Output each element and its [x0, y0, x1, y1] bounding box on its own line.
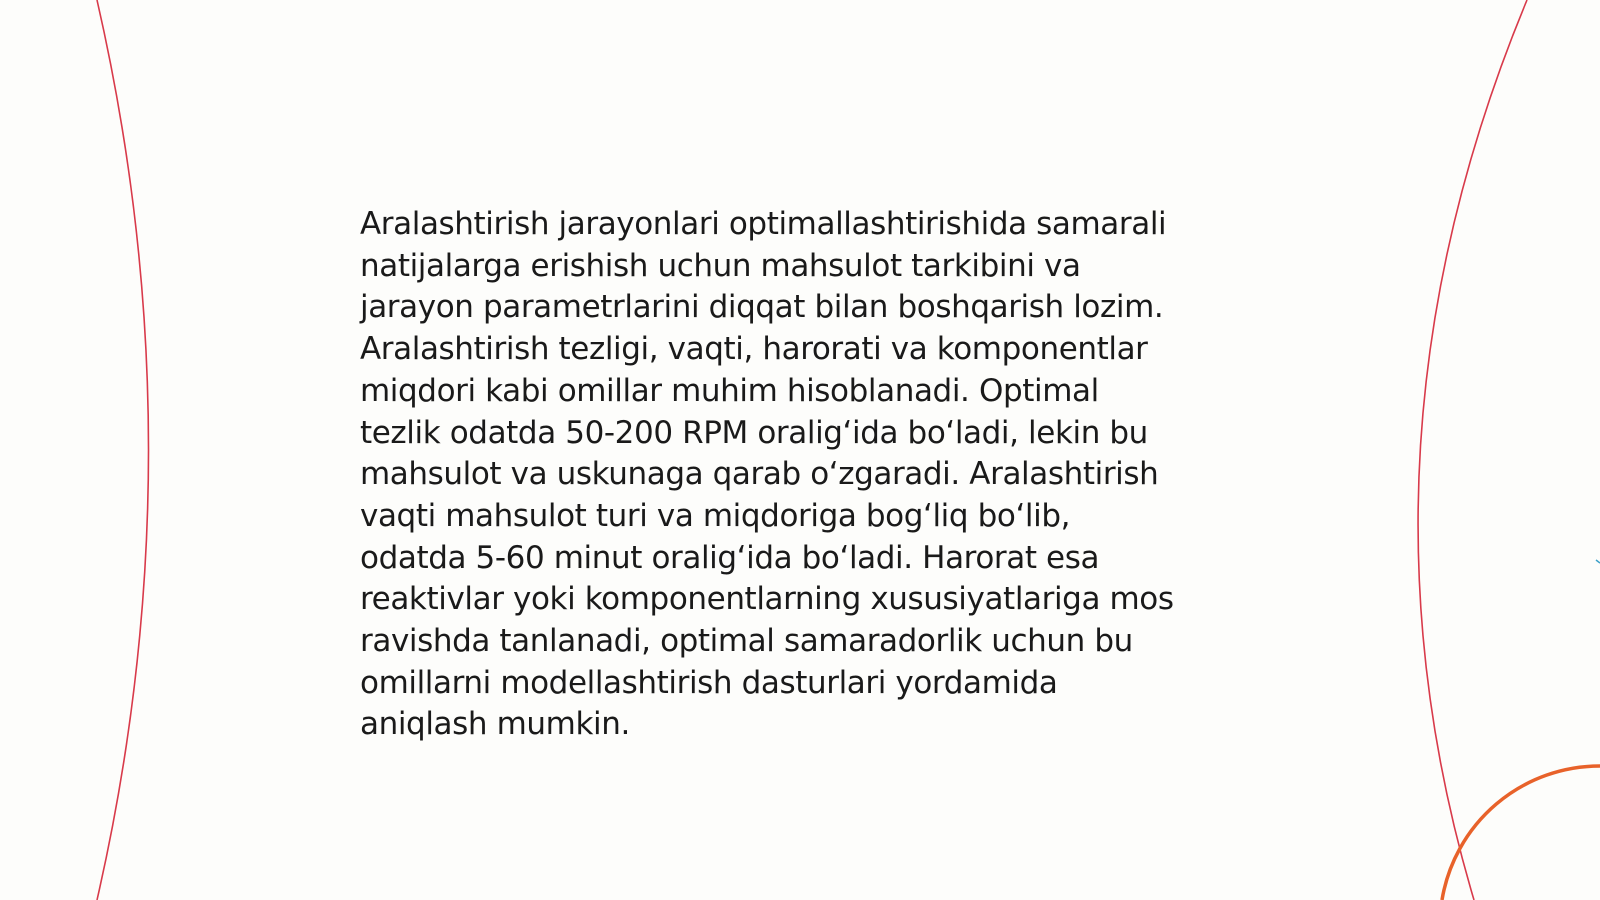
orange-accent-arc	[1442, 766, 1600, 900]
left-curve-line	[97, 0, 149, 900]
paragraph-line: jarayon parametrlarini diqqat bilan boshqarish lozim.	[360, 289, 1164, 326]
paragraph-line: omillarni modellashtirish dasturlari yordamida	[360, 664, 1058, 701]
paragraph-line: ravishda tanlanadi, optimal samaradorlik uchun bu	[360, 623, 1133, 660]
paragraph-line: Aralashtirish tezligi, vaqti, harorati va komponentlar	[360, 331, 1148, 368]
paragraph-line: natijalarga erishish uchun mahsulot tarkibini va	[360, 247, 1081, 284]
paragraph-line: miqdori kabi omillar muhim hisoblanadi. Optimal	[360, 372, 1099, 409]
paragraph-line: tezlik odatda 50-200 RPM oralig‘ida bo‘ladi, lekin bu	[360, 414, 1148, 451]
paragraph-line: aniqlash mumkin.	[360, 706, 630, 743]
paragraph-line: mahsulot va uskunaga qarab o‘zgaradi. Aralashtirish	[360, 456, 1159, 493]
paragraph-line: odatda 5-60 minut oralig‘ida bo‘ladi. Harorat esa	[360, 539, 1100, 576]
blue-accent-tick	[1596, 560, 1600, 563]
right-curve-line	[1418, 0, 1527, 900]
paragraph-line: vaqti mahsulot turi va miqdoriga bog‘liq bo‘lib,	[360, 497, 1071, 534]
paragraph-line: reaktivlar yoki komponentlarning xususiyatlariga mos	[360, 581, 1174, 618]
paragraph-line: Aralashtirish jarayonlari optimallashtirishida samarali	[360, 206, 1167, 242]
body-paragraph	[360, 204, 1260, 746]
